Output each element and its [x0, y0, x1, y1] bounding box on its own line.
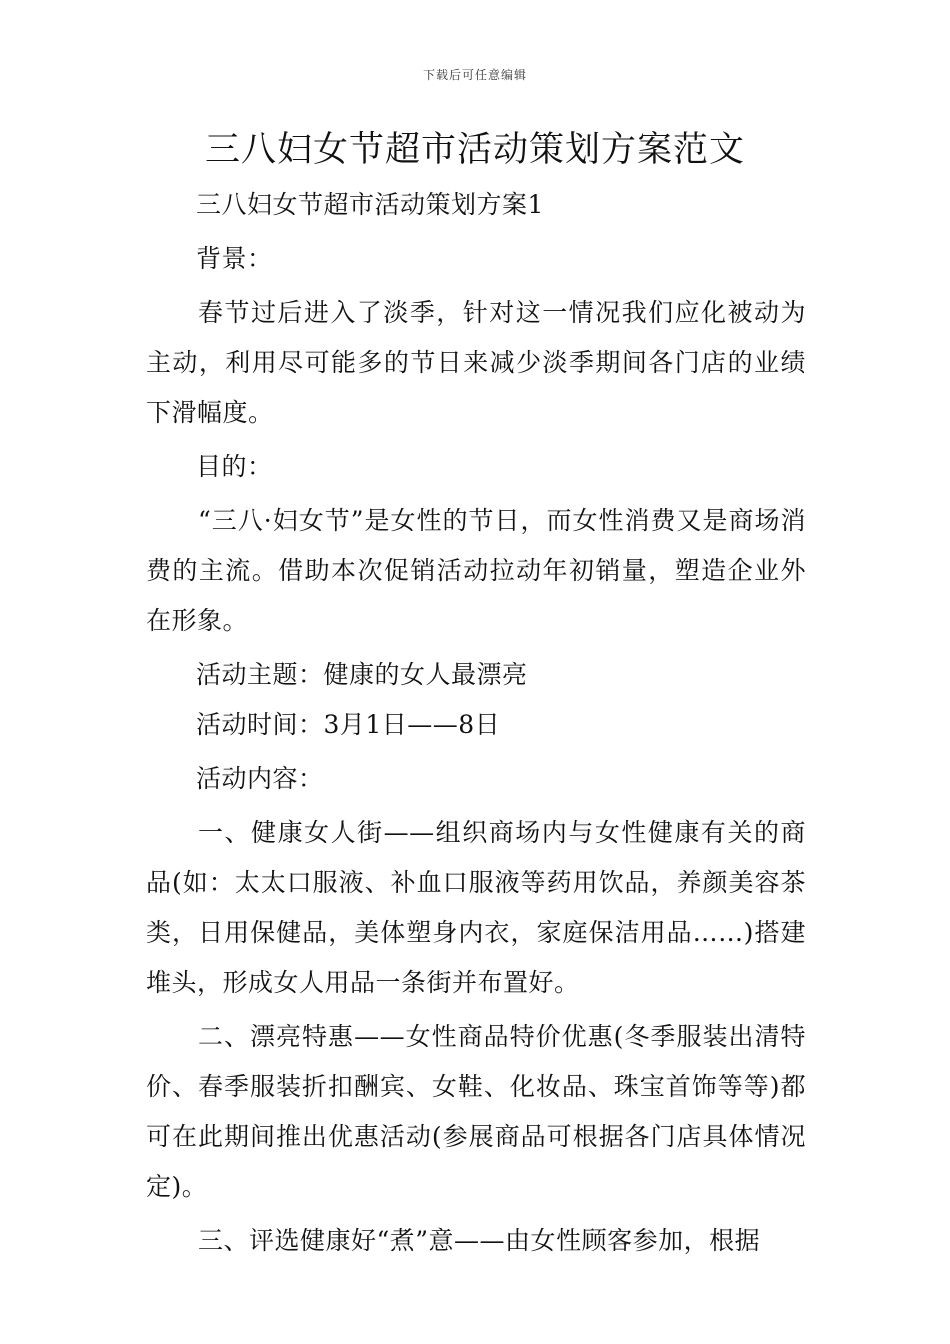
- document-body: [146, 180, 806, 1266]
- purpose-paragraph: “三八·妇女节”是女性的节日，而女性消费又是商场消费的主流。借助本次促销活动拉动年初销量，塑造企业外在形象。: [146, 506, 806, 635]
- document-subtitle: 三八妇女节超市活动策划方案1: [196, 190, 544, 219]
- activity-item-2: 二、漂亮特惠——女性商品特价优惠(冬季服装出清特价、春季服装折扣酬宾、女鞋、化妆品、珠宝首饰等等)都可在此期间推出优惠活动(参展商品可根据各门店具体情况定)。: [146, 1022, 806, 1201]
- background-label: 背景：: [196, 244, 273, 273]
- background-paragraph: 春节过后进入了淡季，针对这一情况我们应化被动为主动，利用尽可能多的节日来减少淡季期间各门店的业绩下滑幅度。: [146, 298, 806, 427]
- activity-content-label: 活动内容：: [196, 764, 324, 793]
- purpose-label: 目的：: [196, 452, 273, 481]
- activity-time: 活动时间：3月1日——8日: [196, 710, 501, 739]
- activity-item-1: 一、健康女人街——组织商场内与女性健康有关的商品(如：太太口服液、补血口服液等药用饮品，养颜美容茶类，日用保健品，美体塑身内衣，家庭保洁用品……)搭建堆头，形成女人用品一条街并布置好。: [146, 818, 806, 997]
- header-note: 下载后可任意编辑: [422, 68, 527, 82]
- activity-theme: 活动主题：健康的女人最漂亮: [196, 660, 528, 689]
- document-title: 三八妇女节超市活动策划方案范文: [204, 130, 745, 170]
- activity-item-3: 三、评选健康好“煮”意——由女性顾客参加，根据: [198, 1226, 761, 1255]
